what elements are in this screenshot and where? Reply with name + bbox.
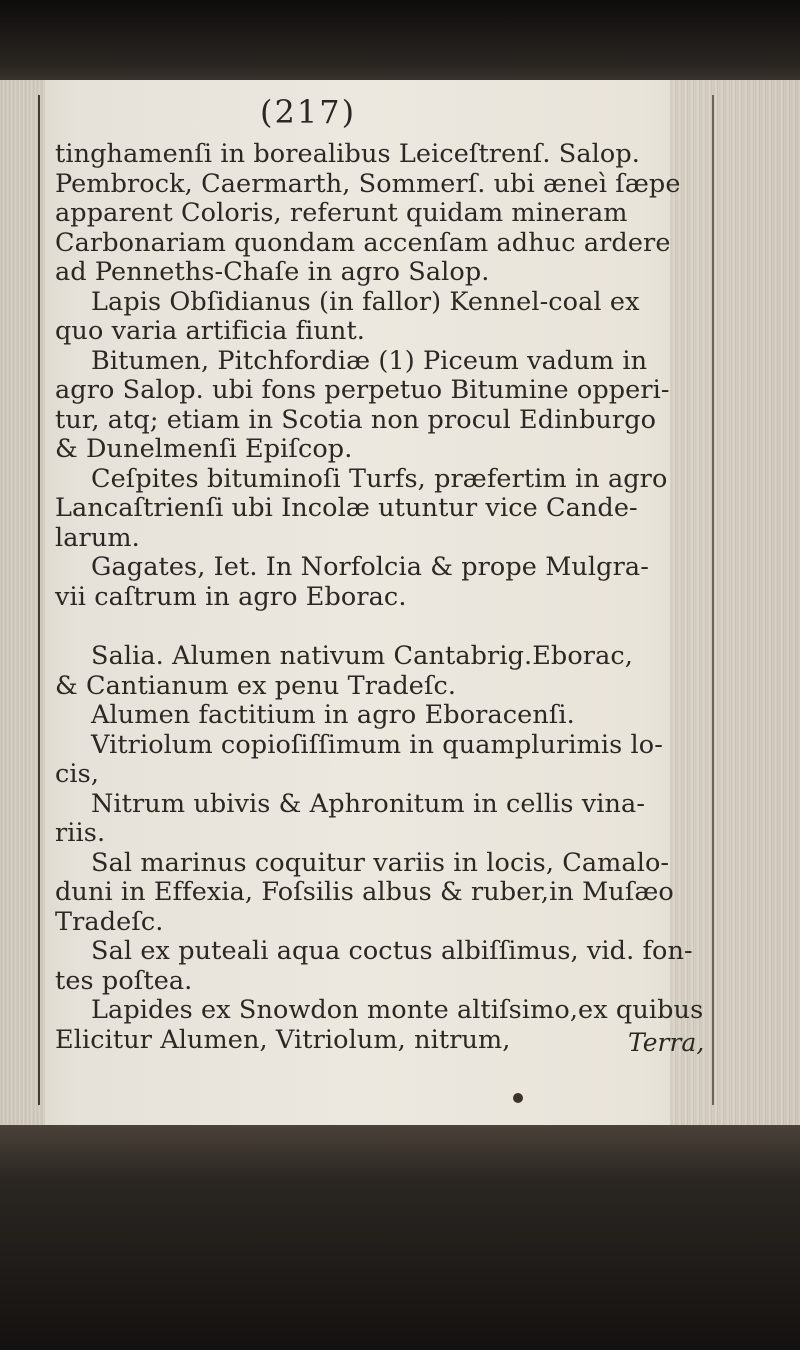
text-line: Sal ex puteali aqua coctus albiſſimus, vid. fon- [91, 936, 693, 966]
text-line: Lapis Obſidianus (in fallor) Kennel-coal ex [91, 286, 640, 317]
text-line: tur, atq; etiam in Scotia non procul Edinburgo [55, 404, 657, 435]
text-line: Carbonariam quondam accenſam adhuc ardere [55, 227, 671, 258]
text-line: Elicitur Alumen, Vitriolum, nitrum, [55, 1024, 511, 1055]
ink-spot [513, 1093, 523, 1103]
text-line: duni in Effexia, Foſsilis albus & ruber,in Muſæo [55, 877, 674, 907]
text-line [55, 612, 705, 642]
text-line: tinghamenſi in borealibus Leiceſtrenſ. Salop. [55, 139, 640, 169]
text-line: Gagates, Iet. In Norfolcia & prope Mulgra- [91, 552, 649, 582]
text-line: Sal marinus coquitur variis in locis, Camalo- [91, 847, 670, 878]
text-line: Alumen factitium in agro Eboracenſi. [91, 700, 575, 730]
right-margin-rule [712, 95, 714, 1105]
page-number: (217) [260, 93, 357, 131]
text-line: Vitriolum copioſiſſimum in quamplurimis lo- [91, 729, 663, 760]
text-line: Bitumen, Pitchfordiæ (1) Piceum vadum in [91, 345, 648, 376]
text-line: Nitrum ubivis & Aphronitum in cellis vina- [91, 788, 646, 819]
text-line: Ceſpites bituminoſi Turfs, præfertim in agro [91, 463, 668, 494]
text-line: Lancaſtrienſi ubi Incolæ utuntur vice Cande- [55, 493, 638, 523]
left-margin-rule [38, 95, 40, 1105]
text-line: Tradeſc. [55, 906, 164, 937]
text-line: Lapides ex Snowdon monte altiſsimo,ex quibus [91, 995, 704, 1025]
text-line: ad Penneths-Chaſe in agro Salop. [55, 257, 490, 287]
text-line: cis, [55, 759, 100, 789]
scan-bottom-shadow [0, 1125, 800, 1350]
body-text [55, 140, 705, 1055]
catchword: Terra, [628, 1028, 705, 1057]
text-line: & Dunelmenſi Epiſcop. [55, 434, 353, 464]
text-line: Salia. Alumen nativum Cantabrig.Eborac, [91, 641, 633, 671]
text-line: & Cantianum ex penu Tradeſc. [55, 670, 457, 701]
text-line: agro Salop. ubi fons perpetuo Bitumine opperi- [55, 375, 670, 405]
text-line: vii caſtrum in agro Eborac. [55, 581, 407, 612]
text-line: quo varia artificia fiunt. [55, 316, 365, 346]
text-line: larum. [55, 522, 140, 553]
text-line: tes poſtea. [55, 965, 193, 996]
text-line: apparent Coloris, referunt quidam mineram [55, 198, 628, 228]
text-line: Pembrock, Caermarth, Sommerſ. ubi æneì ſæpe [55, 168, 681, 199]
text-line: riis. [55, 818, 106, 848]
